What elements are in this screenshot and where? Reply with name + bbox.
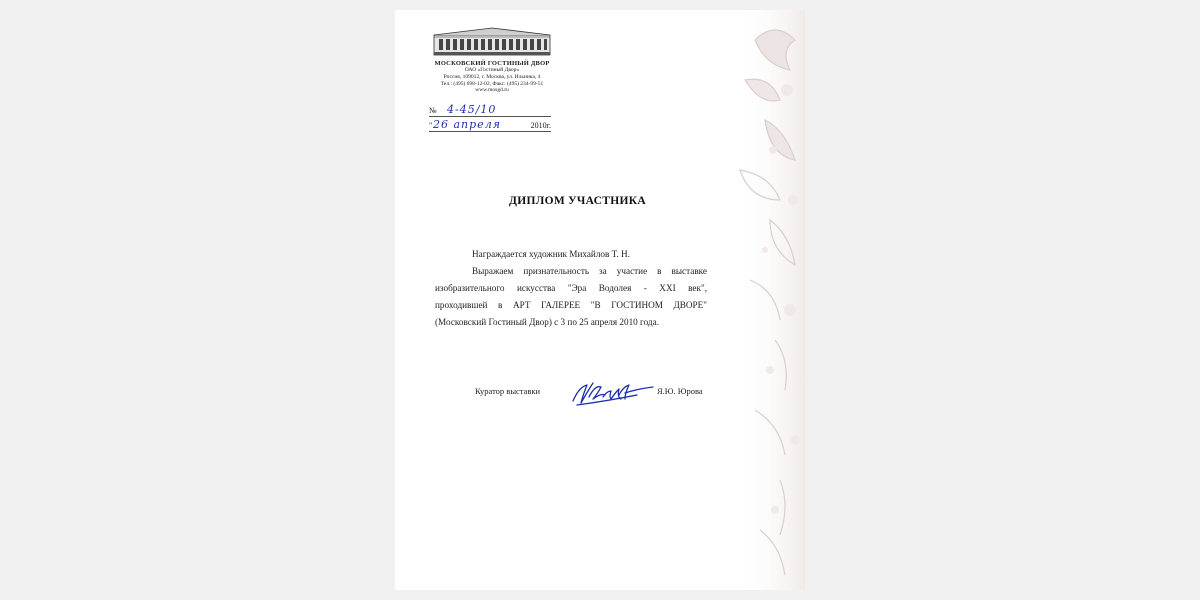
company-address: Россия, 109012, г. Москва, ул. Ильинка, 4 (443, 73, 541, 80)
reference-date-row (429, 117, 551, 132)
letterhead (427, 26, 557, 94)
gratitude-line-3: проходившей в АРТ ГАЛЕРЕЕ "В ГОСТИНОМ ДВОРЕ" (435, 300, 707, 310)
curator-label: Куратор выставки (475, 386, 541, 396)
organization-name: МОСКОВСКИЙ ГОСТИНЫЙ ДВОР (434, 60, 550, 67)
number-label: № (429, 106, 437, 115)
gratitude-line-1: Выражаем признательность за участие в выставке (472, 266, 707, 276)
handwritten-date: 26 апреля (433, 118, 501, 131)
building-logo-icon (432, 26, 552, 56)
handwritten-number: 4-45/10 (447, 103, 497, 116)
reference-number-row (429, 102, 551, 117)
floral-ornament-background (695, 10, 805, 590)
handwritten-signature-icon (567, 377, 657, 411)
company-name: ОАО «Гостиный Двор» (464, 67, 520, 73)
signature-row (395, 375, 805, 415)
company-phone-fax: Тел.: (495) 698-12-02, Факс: (495) 234-99-51 (440, 80, 544, 87)
diploma-page (395, 10, 805, 590)
gratitude-line-2: изобразительного искусства "Эра Водолея - XXI век", (435, 283, 707, 293)
awardee-line: Награждается художник Михайлов Т. Н. (472, 249, 630, 259)
document-title: ДИПЛОМ УЧАСТНИКА (509, 195, 646, 207)
signer-name: Я.Ю. Юрова (657, 386, 703, 396)
date-open-quote: " (429, 121, 433, 130)
diploma-body (435, 246, 707, 331)
company-website: www.mosgd.ru (475, 87, 509, 94)
gratitude-line-4: (Московский Гостиный Двор) с 3 по 25 апреля 2010 года. (435, 317, 659, 327)
date-year: 2010г. (530, 121, 551, 130)
